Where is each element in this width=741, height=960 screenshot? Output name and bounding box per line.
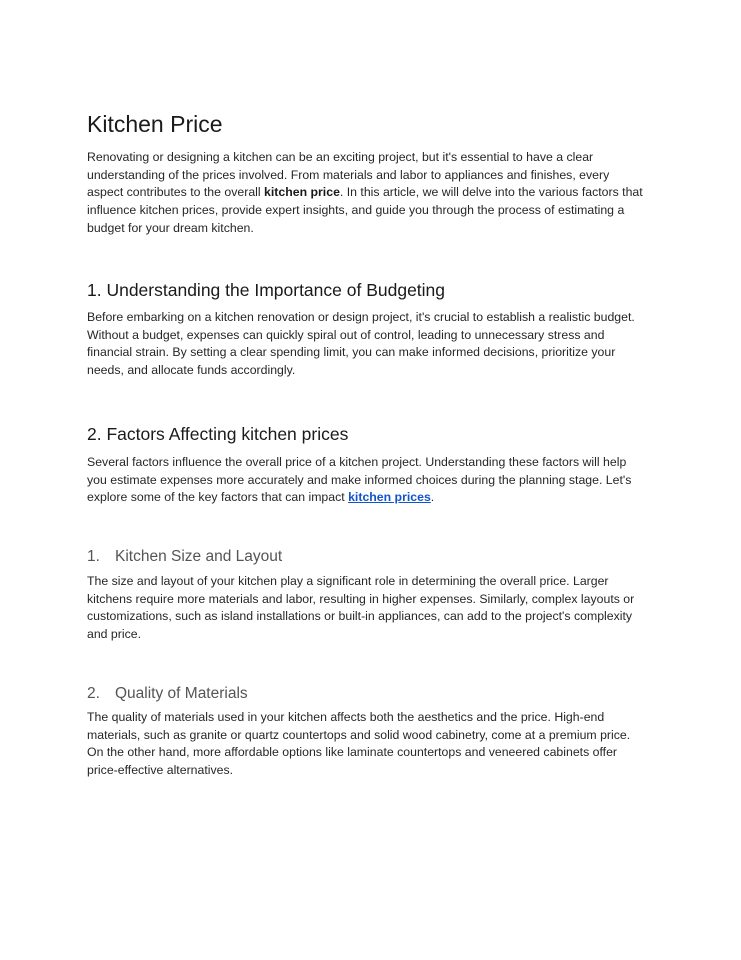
- section2-text-1: Several factors influence the overall price of a kitchen project. Understanding these factors will help you estimate expenses more accurately and make informed choices during the planning stage. Let's explore some of the key factors that can impact: [87, 455, 632, 505]
- section2-text-2: .: [430, 490, 435, 505]
- intro-bold-text: kitchen price: [264, 185, 340, 200]
- section1-paragraph: Before embarking on a kitchen renovation or design project, it's crucial to establish a realistic budget. Without a budget, expenses can quickly spiral out of control, leading to unnecessary stress and financial strain. By setting a clear spending limit, you can make informed decisions, prioritize your needs, and allocate funds accordingly.: [87, 310, 635, 378]
- page-title: Kitchen Price: [87, 111, 223, 137]
- intro-text-1: Renovating or designing a kitchen can be an exciting project, but it's essential to have a clear understanding of the prices involved. From materials and labor to appliances and finishes, every aspect contributes to the overall: [87, 150, 610, 200]
- subsection1-paragraph: The size and layout of your kitchen play a significant role in determining the overall price. Larger kitchens require more materials and labor, resulting in higher expenses. Similarly, complex layouts or customizations, such as island installations or built-in appliances, can add to the project's complexity and price.: [87, 574, 635, 642]
- kitchen-prices-link[interactable]: kitchen prices: [348, 490, 431, 505]
- subsection2-number: 2.: [87, 685, 100, 702]
- section2-paragraph: [87, 454, 647, 507]
- intro-paragraph: [87, 149, 647, 238]
- subsection1-title: Kitchen Size and Layout: [115, 548, 283, 565]
- section2-heading: 2. Factors Affecting kitchen prices: [87, 424, 349, 444]
- subsection1-heading: [87, 548, 282, 566]
- subsection1-number: 1.: [87, 548, 100, 565]
- section1-heading: 1. Understanding the Importance of Budgeting: [87, 280, 446, 300]
- intro-text-2: . In this article, we will delve into the various factors that influence kitchen prices, provide expert insights, and guide you through the process of estimating a budget for your dream kitchen.: [87, 185, 643, 235]
- subsection2-paragraph: The quality of materials used in your kitchen affects both the aesthetics and the price. High-end materials, such as granite or quartz countertops and solid wood cabinetry, come at a premium price. On the other hand, more affordable options like laminate countertops and veneered cabinets offer price-effective alternatives.: [87, 710, 631, 778]
- subsection2-title: Quality of Materials: [115, 685, 248, 702]
- subsection2-heading: [87, 685, 248, 703]
